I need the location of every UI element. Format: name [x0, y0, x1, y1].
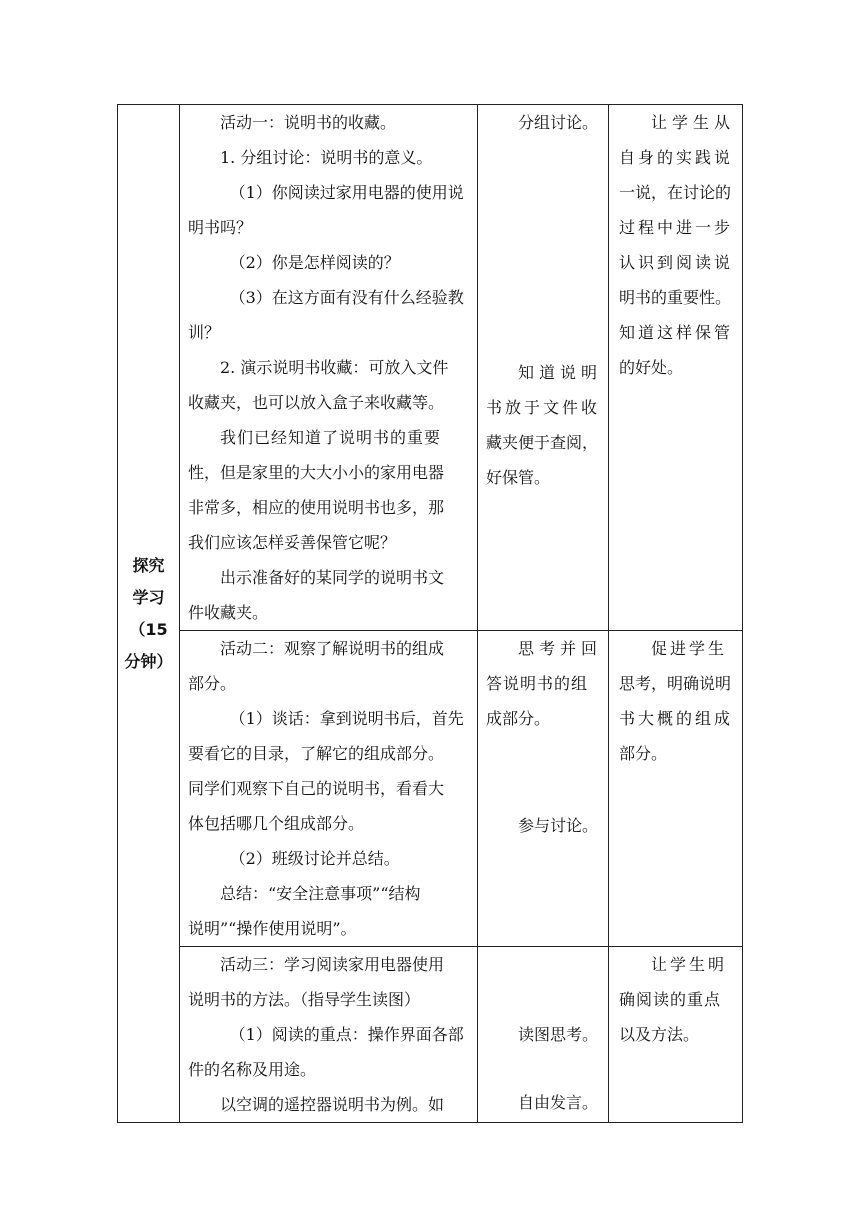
teacher-text-line: （1）阅读的重点：操作界面各部: [229, 1025, 464, 1044]
teacher-text-line: 1. 分组讨论：说明书的意义。: [220, 148, 433, 167]
stage-duration-line: （15: [129, 619, 168, 639]
teacher-text-line: 体包括哪几个组成部分。: [188, 814, 365, 833]
teacher-text-line: 说明”“操作使用说明”。: [188, 919, 357, 938]
stage-label-line: 学习: [132, 587, 165, 607]
cell-spacer: [486, 736, 602, 808]
teacher-text-line: （1）谈话：拿到说明书后，首先: [229, 709, 464, 728]
student-activity-cell: [478, 631, 609, 947]
teacher-text-line: 非常多，相应的使用说明书也多，那: [188, 498, 445, 517]
stage-duration-line: 分钟）: [124, 651, 173, 671]
teacher-text-line: （1）你阅读过家用电器的使用说: [229, 183, 464, 202]
teacher-text-line: 件收藏夹。: [188, 603, 269, 622]
intent-text-line: 认识到阅读说: [619, 253, 734, 272]
intent-text-line: 以及方法。: [619, 1025, 700, 1044]
intent-text-line: 确阅读的重点: [619, 990, 722, 1009]
intent-text-line: 让学生明: [651, 955, 728, 974]
student-activity-cell: [478, 105, 609, 631]
cell-spacer: [486, 140, 602, 355]
teacher-text-line: 说明书的方法。（指导学生读图）: [188, 990, 421, 1009]
teacher-text-line: 出示准备好的某同学的说明书文: [220, 568, 445, 587]
student-text-line: 成部分。: [486, 709, 551, 728]
activity-heading: 活动二：观察了解说明书的组成: [220, 639, 445, 658]
intent-text-line: 书大概的组成: [619, 709, 734, 728]
design-intent-cell: [609, 105, 743, 631]
stage-label-line: 探究: [132, 555, 165, 575]
student-text-line: 藏夹便于查阅，: [486, 433, 599, 452]
intent-text-line: 明书的重要性。: [619, 288, 732, 307]
teacher-text-line: 部分。: [188, 674, 237, 693]
student-text-line: 参与讨论。: [518, 816, 599, 835]
table-row-activity-1: [118, 105, 743, 631]
teacher-text-line: （2）班级讨论并总结。: [229, 849, 400, 868]
teacher-text-line: 收藏夹，也可以放入盒子来收藏等。: [188, 393, 445, 412]
teacher-activity-cell: [180, 947, 478, 1123]
teacher-text-line: 我们应该怎样妥善保管它呢？: [188, 533, 397, 552]
teacher-text-line: 同学们观察下自己的说明书，看看大: [188, 779, 445, 798]
intent-text-line: 促进学生: [651, 639, 728, 658]
table-row-activity-3: [118, 947, 743, 1123]
cell-spacer: [486, 1052, 602, 1085]
intent-text-line: 的好处。: [619, 358, 684, 377]
design-intent-cell: [609, 631, 743, 947]
teacher-text-line: （3）在这方面有没有什么经验教: [229, 288, 464, 307]
teacher-activity-cell: [180, 631, 478, 947]
teacher-text-line: 总结：“安全注意事项”“结构: [220, 884, 421, 903]
teacher-text-line: 以空调的遥控器说明书为例。如: [220, 1095, 445, 1114]
design-intent-cell: [609, 947, 743, 1123]
student-text-line: 思考并回: [518, 639, 603, 658]
stage-cell: [118, 105, 180, 1123]
teacher-text-line: 明书吗？: [188, 218, 253, 237]
teacher-text-line: 2. 演示说明书收藏：可放入文件: [220, 358, 449, 377]
cell-spacer: [486, 947, 602, 1017]
table-row-activity-2: [118, 631, 743, 947]
student-text-line: 分组讨论。: [518, 113, 599, 132]
lesson-plan-table: [117, 104, 743, 1123]
intent-text-line: 知道这样保管: [619, 323, 734, 342]
intent-text-line: 一说，在讨论的: [619, 183, 732, 202]
student-text-line: 自由发言。: [518, 1093, 599, 1112]
student-text-line: 知道说明: [518, 363, 603, 382]
student-activity-cell: [478, 947, 609, 1123]
intent-text-line: 过程中进一步: [619, 218, 734, 237]
teacher-text-line: 训？: [188, 323, 221, 342]
teacher-activity-cell: [180, 105, 478, 631]
teacher-text-line: 我们已经知道了说明书的重要: [220, 428, 442, 447]
teacher-text-line: 要看它的目录，了解它的组成部分。: [188, 744, 445, 763]
activity-heading: 活动一：说明书的收藏。: [220, 113, 397, 132]
intent-text-line: 部分。: [619, 744, 668, 763]
intent-text-line: 让学生从: [651, 113, 736, 132]
intent-text-line: 自身的实践说: [619, 148, 734, 167]
intent-text-line: 思考，明确说明: [619, 674, 732, 693]
student-text-line: 书放于文件收: [486, 398, 601, 417]
teacher-text-line: 性，但是家里的大大小小的家用电器: [188, 463, 445, 482]
activity-heading: 活动三：学习阅读家用电器使用: [220, 955, 445, 974]
teacher-text-line: 件的名称及用途。: [188, 1060, 317, 1079]
student-text-line: 答说明书的组: [486, 674, 589, 693]
teacher-text-line: （2）你是怎样阅读的？: [229, 253, 400, 272]
student-text-line: 读图思考。: [518, 1025, 599, 1044]
student-text-line: 好保管。: [486, 468, 551, 487]
